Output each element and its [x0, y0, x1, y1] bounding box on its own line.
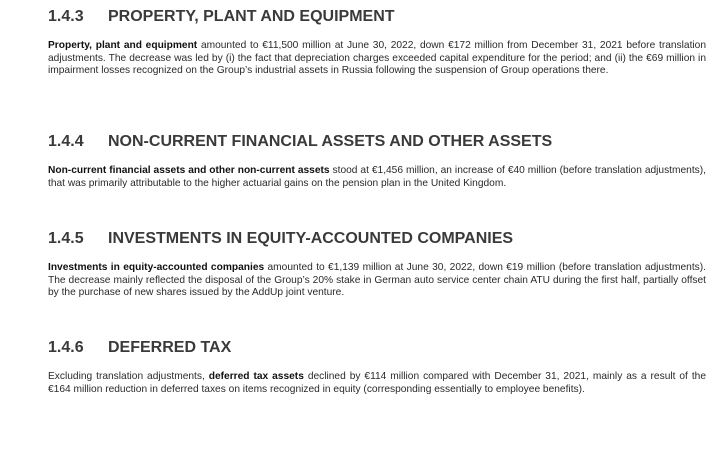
section-heading [48, 229, 706, 249]
section-heading [48, 7, 706, 27]
section-number: 1.4.5 [48, 230, 84, 247]
section-title: PROPERTY, PLANT AND EQUIPMENT [108, 8, 395, 25]
section-number: 1.4.4 [48, 133, 84, 150]
section-heading [48, 132, 706, 152]
section-paragraph [48, 262, 706, 300]
section-number: 1.4.6 [48, 339, 84, 356]
section-equity-accounted-investments [48, 229, 706, 300]
section-non-current-financial-assets [48, 132, 706, 190]
body-text: amounted to €11,500 million at June 30, 2022, down €172 million from December 31, 2021 before translation adjustments. The decrease was led by (i) the fact that depreciation charges exceeded capital expenditure for the period; and (ii) the €69 million in impairment losses recognized on the Group’s industrial assets in Russia following the suspension of Group operations there. [48, 40, 706, 77]
section-property-plant-equipment [48, 7, 706, 78]
lead-bold-term: Non-current financial assets and other non-current assets [48, 165, 330, 176]
section-number: 1.4.3 [48, 8, 84, 25]
lead-bold-term: deferred tax assets [208, 371, 304, 382]
section-paragraph [48, 371, 706, 396]
body-text: declined by €114 million compared with December 31, 2021, mainly as a result of the €164 million reduction in deferred taxes on items recognized in equity (corresponding essentially to employee benefits). [48, 371, 706, 395]
lead-bold-term: Property, plant and equipment [48, 40, 198, 51]
section-paragraph [48, 165, 706, 190]
lead-bold-term: Investments in equity-accounted companies [48, 262, 265, 273]
body-text: amounted to €1,139 million at June 30, 2022, down €19 million (before translation adjustments). The decrease mainly reflected the disposal of the Group’s 20% stake in German auto service center chain ATU during the first half, partially offset by the purchase of new shares issued by the AddUp joint venture. [48, 262, 706, 299]
body-text: stood at €1,456 million, an increase of €40 million (before translation adjustments), that was primarily attributable to the higher actuarial gains on the pension plan in the United Kingdom. [48, 165, 706, 189]
lead-plain-text: Excluding translation adjustments, [48, 371, 209, 382]
section-title: NON-CURRENT FINANCIAL ASSETS AND OTHER ASSETS [108, 133, 553, 150]
section-deferred-tax [48, 338, 706, 396]
section-heading [48, 338, 706, 358]
section-paragraph [48, 40, 706, 78]
section-title: INVESTMENTS IN EQUITY-ACCOUNTED COMPANIES [108, 230, 514, 247]
section-title: DEFERRED TAX [108, 339, 232, 356]
